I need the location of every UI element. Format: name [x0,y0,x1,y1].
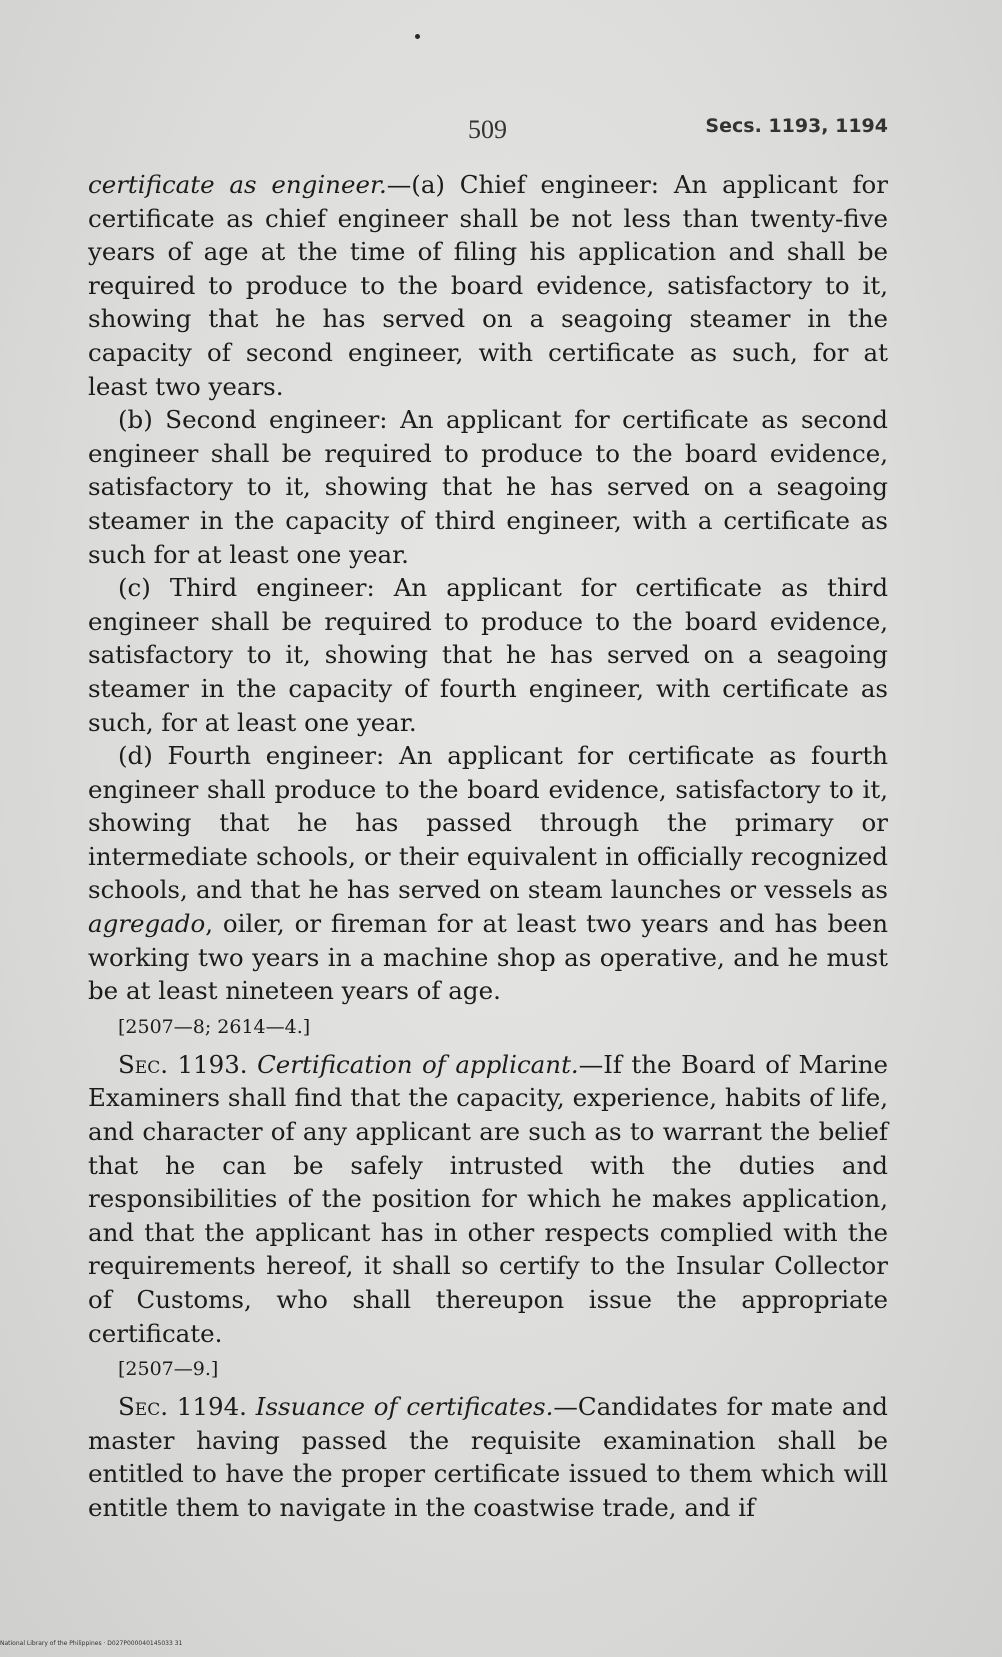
citation-1193: [2507—9.] [118,1358,219,1381]
paragraph-text-after: , oiler, or fireman for at least two years and has been working two years in a machine shop as operative, and he must be at least nineteen years of age. [88,909,888,1006]
running-head: Secs. 1193, 1194 [705,115,888,137]
section-1193 [88,1048,888,1350]
section-text: —Candidates for mate and master having passed the requisite examination shall be entitled to have the proper certificate issued to them which will entitle them to navigate in the coastwise trade, and if [88,1392,888,1522]
paragraph-text-before: (d) Fourth engineer: An applicant for certificate as fourth engineer shall produce to the board evidence, satisfactory to it, showing that he has passed through the primary or intermediate schools, or their equivalent in officially recognized schools, and that he has served on steam launches or vessels as [88,741,888,905]
citation-1192: [2507—8; 2614—4.] [118,1015,311,1038]
section-label: Sec. 1193. [118,1049,248,1079]
scan-footer: National Library of the Philippines · D027P000040145033 31 [0,1640,183,1647]
italic-term: agregado [88,909,206,939]
ink-speck [415,34,420,39]
paragraph-fourth-engineer [88,739,888,1008]
paragraph-third-engineer: (c) Third engineer: An applicant for certificate as third engineer shall be required to produce to the board evidence, satisfactory to it, showing that he has served on a seagoing steamer in the capacity of fourth engineer, with certificate as such, for at least one year. [88,573,888,737]
page-header [88,115,888,145]
section-title: Issuance of certificates. [255,1392,554,1422]
paragraph-text: —(a) Chief engineer: An applicant for certificate as chief engineer shall be not less than twenty-five years of age at the time of filing his application and shall be required to produce to the board evidence, satisfactory to it, showing that he has served on a seagoing steamer in the capacity of second engineer, with certificate as such, for at least two years. [88,170,888,401]
section-label: Sec. 1194. [118,1392,247,1422]
paragraph-chief-engineer [88,168,888,403]
section-text: —If the Board of Marine Examiners shall find that the capacity, experience, habits of life, and character of any applicant are such as to warrant the belief that he can be safely intrusted with the duties and responsibilities of the position for which he makes application, and that the applicant has in other respects complied with the requirements hereof, it shall so certify to the Insular Collector of Customs, who shall thereupon issue the appropriate certificate. [88,1049,888,1348]
page-number: 509 [468,115,507,144]
body-text [88,168,888,1525]
section-title-continued: certificate as engineer. [88,170,387,199]
section-title: Certification of applicant. [257,1049,579,1079]
paragraph-second-engineer: (b) Second engineer: An applicant for certificate as second engineer shall be required to produce to the board evidence, satisfactory to it, showing that he has served on a seagoing steamer in the capacity of third engineer, with a certificate as such for at least one year. [88,405,888,569]
section-1194 [88,1390,888,1524]
